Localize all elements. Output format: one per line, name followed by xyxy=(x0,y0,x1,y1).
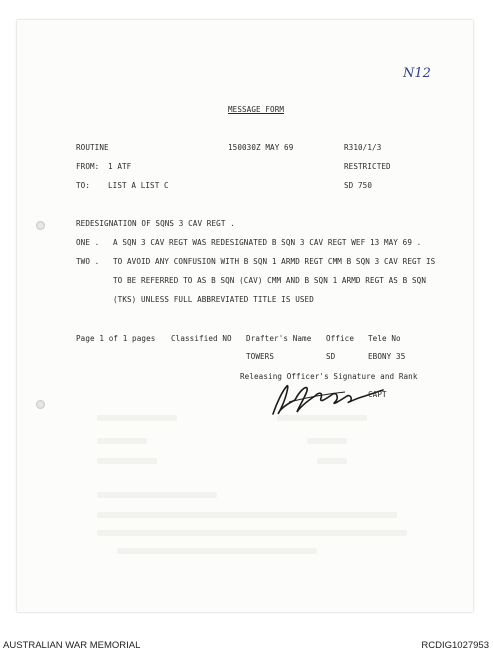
archive-institution: AUSTRALIAN WAR MEMORIAL xyxy=(3,640,141,651)
paragraph-two-line: (TKS) UNLESS FULL ABBREVIATED TITLE IS USED xyxy=(113,295,314,304)
bleed-through-mark xyxy=(317,458,347,464)
handwritten-reference: N12 xyxy=(403,66,431,81)
sd-reference: SD 750 xyxy=(344,181,373,190)
from-label: FROM: xyxy=(76,162,100,171)
file-reference: R310/1/3 xyxy=(344,143,382,152)
office-value: SD xyxy=(326,352,336,361)
punch-hole xyxy=(36,221,45,230)
paragraph-two-label: TWO . xyxy=(76,257,100,266)
bleed-through-mark xyxy=(97,438,147,444)
page-count: Page 1 of 1 pages xyxy=(76,334,156,343)
bleed-through-mark xyxy=(97,512,397,518)
from-value: 1 ATF xyxy=(108,162,132,171)
classification: RESTRICTED xyxy=(344,162,391,171)
releasing-officer-label: Releasing Officer's Signature and Rank xyxy=(240,372,418,381)
tele-label: Tele No xyxy=(368,334,401,343)
to-value: LIST A LIST C xyxy=(108,181,169,190)
bleed-through-mark xyxy=(97,458,157,464)
bleed-through-mark xyxy=(117,548,317,554)
paragraph-two-line: TO AVOID ANY CONFUSION WITH B SQN 1 ARMD REGT CMM B SQN 3 CAV REGT IS xyxy=(113,257,436,266)
classified-field: Classified NO xyxy=(171,334,232,343)
bleed-through-mark xyxy=(97,415,177,421)
paragraph-two-line: TO BE REFERRED TO AS B SQN (CAV) CMM AND B SQN 1 ARMD REGT AS B SQN xyxy=(113,276,427,285)
precedence: ROUTINE xyxy=(76,143,109,152)
signature-image xyxy=(265,380,390,420)
paragraph-one-label: ONE . xyxy=(76,238,100,247)
to-label: TO: xyxy=(76,181,91,190)
form-title: MESSAGE FORM xyxy=(228,105,285,114)
subject-line: REDESIGNATION OF SQNS 3 CAV REGT . xyxy=(76,219,235,228)
bleed-through-mark xyxy=(307,438,347,444)
punch-hole xyxy=(36,400,45,409)
tele-value: EBONY 35 xyxy=(368,352,406,361)
drafter-label: Drafter's Name xyxy=(246,334,312,343)
archive-reference: RCDIG1027953 xyxy=(421,640,489,651)
paragraph-one-text: A SQN 3 CAV REGT WAS REDESIGNATED B SQN 3 CAV REGT WEF 13 MAY 69 . xyxy=(113,238,422,247)
officer-rank: CAPT xyxy=(368,390,387,399)
bleed-through-mark xyxy=(97,530,407,536)
date-time-group: 150030Z MAY 69 xyxy=(228,143,294,152)
bleed-through-mark xyxy=(97,492,217,498)
office-label: Office xyxy=(326,334,355,343)
drafter-value: TOWERS xyxy=(246,352,275,361)
